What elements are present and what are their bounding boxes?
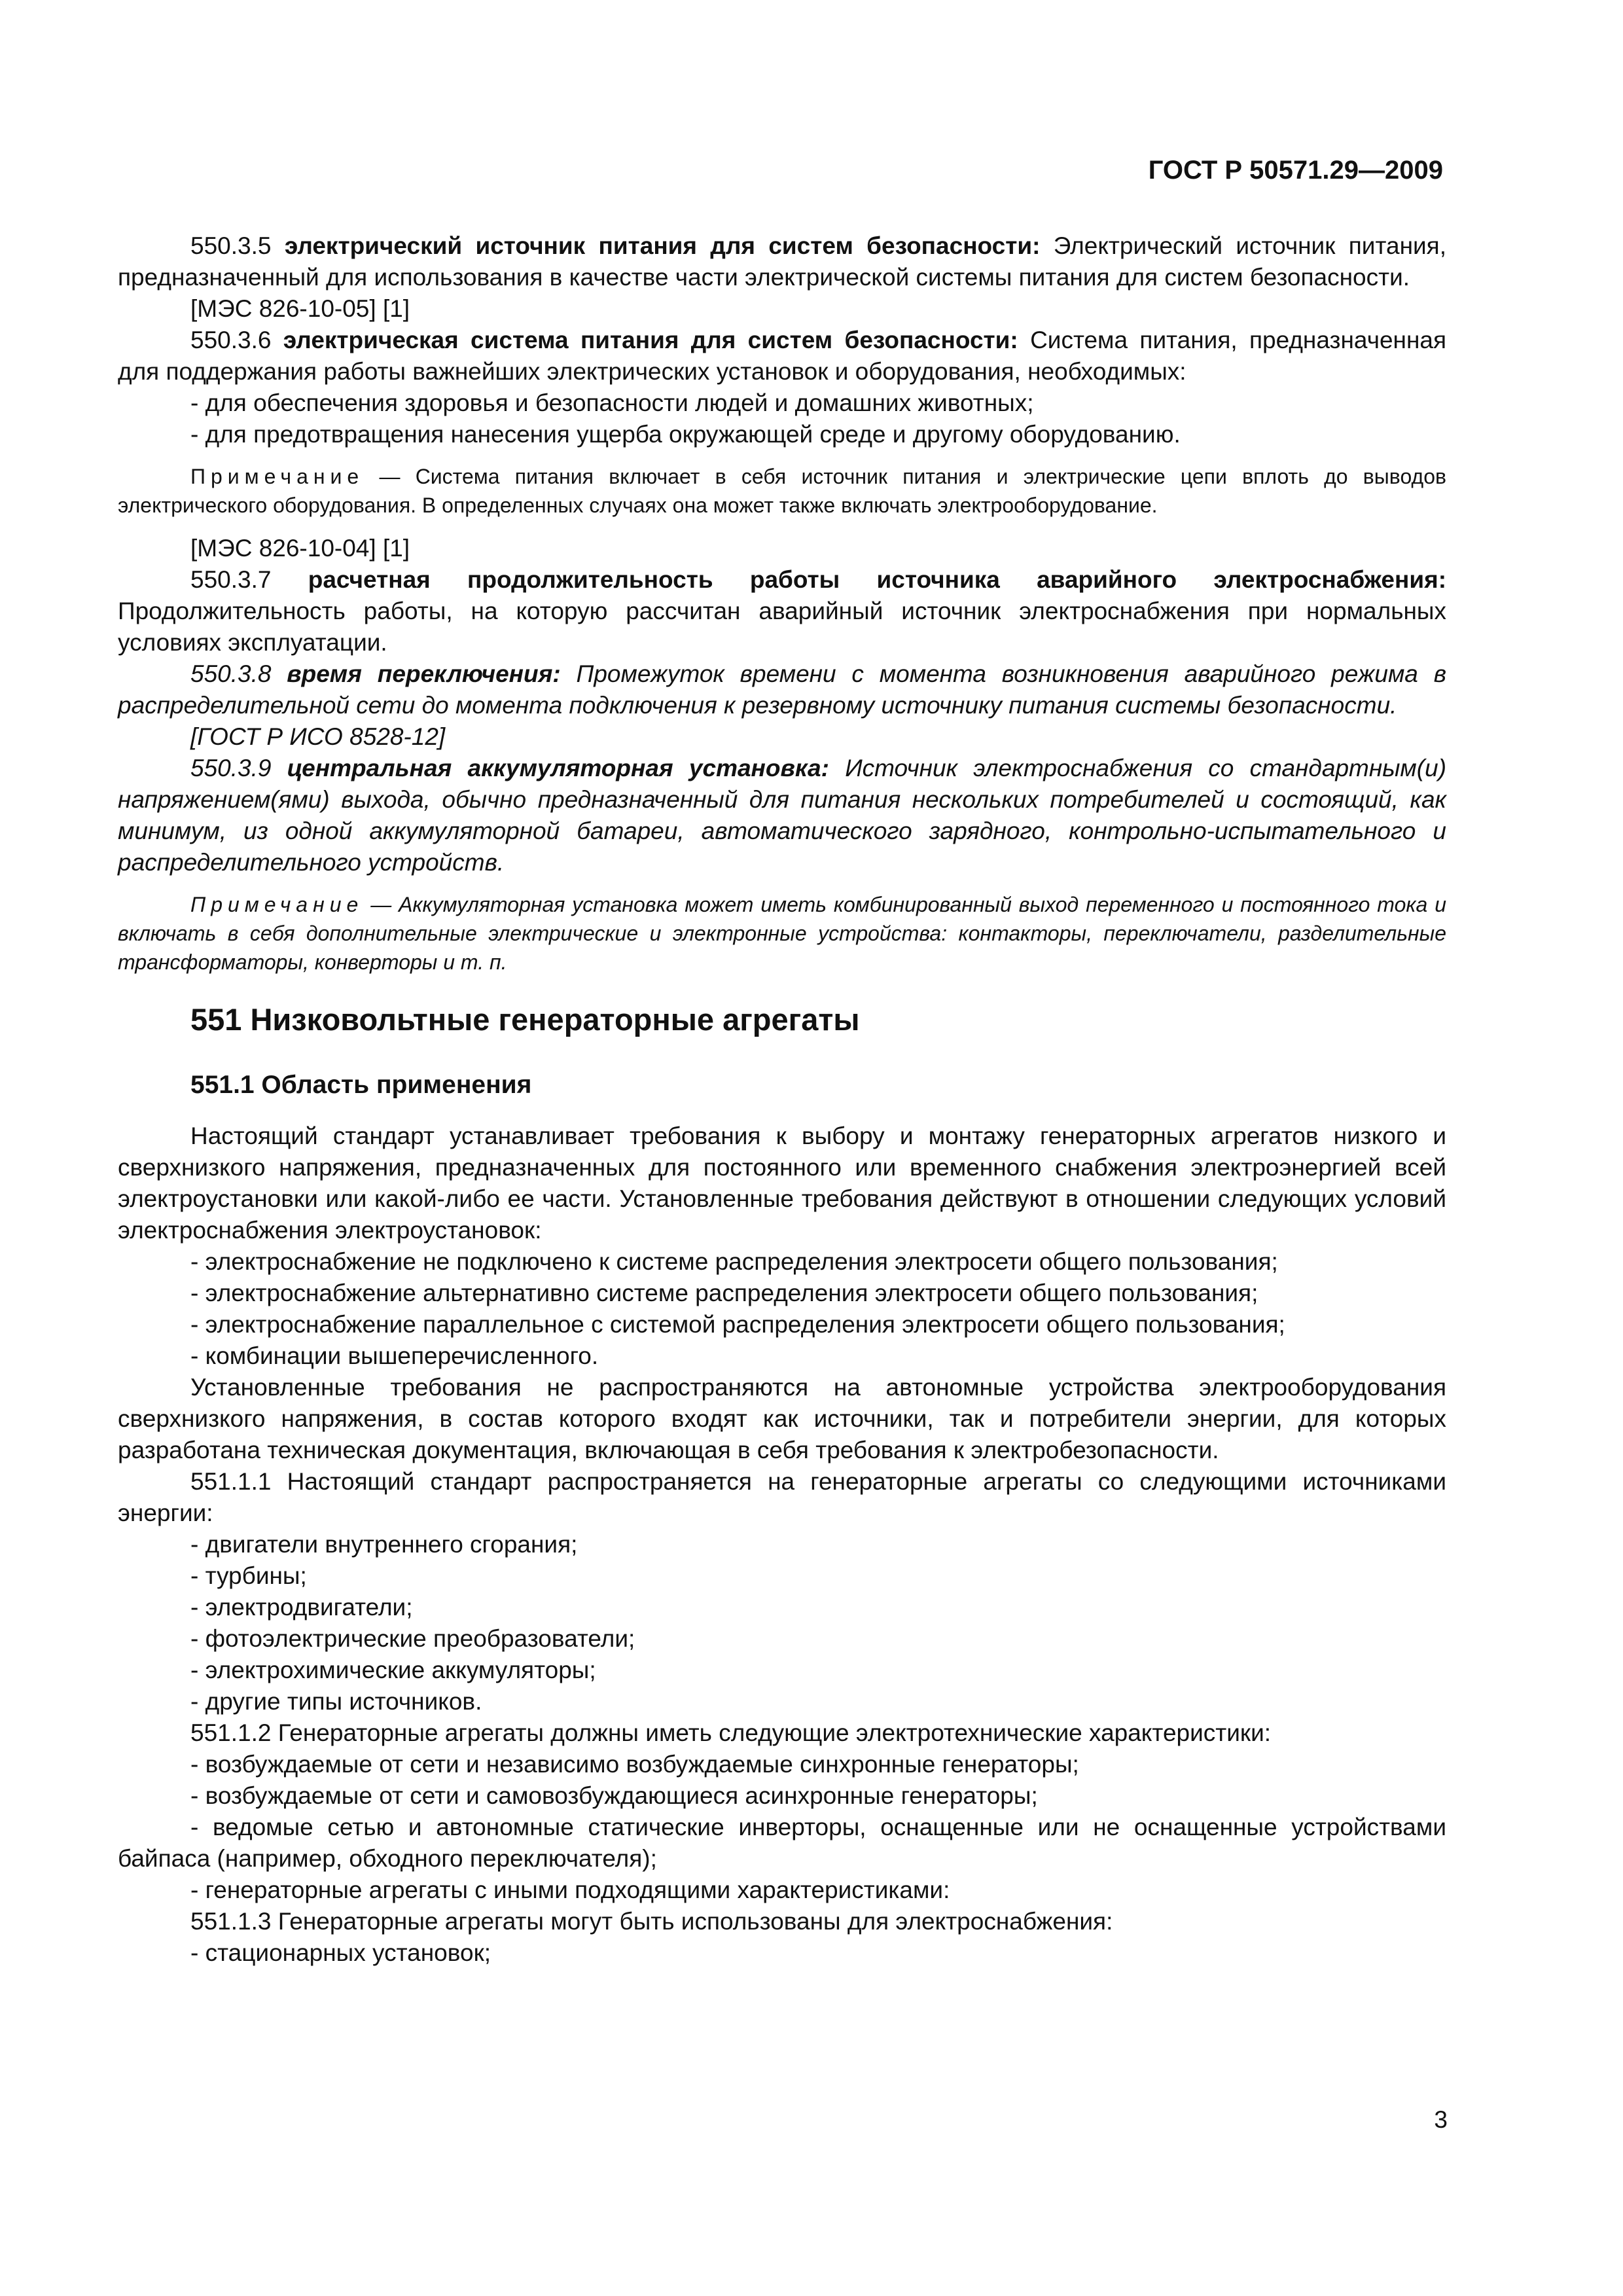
- clause-551-1-3: 551.1.3 Генераторные агрегаты могут быть использованы для электроснабжения:: [190, 1908, 1113, 1935]
- note-label: Примечание: [190, 893, 364, 916]
- note: [118, 890, 1446, 977]
- list-item: - электроснабжение не подключено к системе распределения электросети общего пользования;: [190, 1248, 1278, 1275]
- list-item: - для обеспечения здоровья и безопасности людей и домашних животных;: [190, 389, 1034, 416]
- list-item: - для предотвращения нанесения ущерба окружающей среде и другому оборудованию.: [190, 421, 1181, 448]
- term-definition: Система питания, предназначенная для поддержания работы важнейших электрических установок и оборудования, необходимых:: [118, 327, 1447, 385]
- term: центральная аккумуляторная установка:: [287, 755, 829, 781]
- paragraph: Установленные требования не распространяются на автономные устройства электрооборудования сверхнизкого напряжения, в состав которого входят как источники, так и потребители энергии, для которых разработана техническая документация, включающая в себя требования к электробезопасности.: [118, 1374, 1446, 1463]
- definition-550-3-5: [118, 230, 1446, 293]
- list-item: - электродвигатели;: [190, 1594, 413, 1621]
- clause-number: 550.3.9: [190, 755, 272, 781]
- list-item: - генераторные агрегаты с иными подходящими характеристиками:: [190, 1876, 950, 1903]
- list-item: - двигатели внутреннего сгорания;: [190, 1531, 578, 1558]
- term: расчетная продолжительность работы источника аварийного электроснабжения:: [308, 566, 1447, 593]
- list-item: - возбуждаемые от сети и независимо возбуждаемые синхронные генераторы;: [190, 1751, 1079, 1778]
- definition-550-3-9: [118, 753, 1446, 878]
- section-heading-551: 551 Низковольтные генераторные агрегаты: [190, 1002, 860, 1037]
- clause-number: 550.3.8: [190, 660, 272, 687]
- subsection-heading-551-1: 551.1 Область применения: [190, 1071, 532, 1099]
- document-body: [118, 230, 1446, 1969]
- clause-551-1-1: 551.1.1 Настоящий стандарт распространяется на генераторные агрегаты со следующими источниками энергии:: [118, 1468, 1446, 1526]
- term: электрический источник питания для систем безопасности:: [284, 232, 1041, 259]
- term-definition: Электрический источник питания, предназначенный для использования в качестве части электрической системы питания для систем безопасности.: [118, 232, 1446, 291]
- reference: [ГОСТ Р ИСО 8528-12]: [190, 723, 446, 750]
- clause-number: 550.3.7: [190, 566, 272, 593]
- clause-number: 550.3.6: [190, 327, 272, 353]
- note: [118, 462, 1446, 520]
- note-text: — Система питания включает в себя источник питания и электрические цепи вплоть до выводов электрического оборудования. В определенных случаях она может также включать электрооборудование.: [118, 465, 1446, 517]
- clause-number: 550.3.5: [190, 232, 272, 259]
- list-item: - электроснабжение параллельное с системой распределения электросети общего пользования;: [190, 1311, 1285, 1338]
- list-item: - электрохимические аккумуляторы;: [190, 1657, 596, 1683]
- term-definition: Промежуток времени с момента возникновения аварийного режима в распределительной сети до момента подключения к резервному источнику питания системы безопасности.: [118, 660, 1447, 719]
- reference: [МЭС 826-10-05] [1]: [190, 295, 410, 322]
- note-label: Примечание: [190, 465, 365, 488]
- term-definition: Продолжительность работы, на которую рассчитан аварийный источник электроснабжения при нормальных условиях эксплуатации.: [118, 598, 1446, 656]
- term: время переключения:: [287, 660, 561, 687]
- document-header: ГОСТ Р 50571.29—2009: [1148, 156, 1443, 185]
- definition-550-3-6: [118, 325, 1446, 387]
- list-item: - комбинации вышеперечисленного.: [190, 1342, 599, 1369]
- list-item: - электроснабжение альтернативно системе распределения электросети общего пользования;: [190, 1280, 1258, 1306]
- list-item: - ведомые сетью и автономные статические инверторы, оснащенные или не оснащенные устройствами байпаса (например, обходного переключателя);: [118, 1814, 1446, 1872]
- term: электрическая система питания для систем безопасности:: [283, 327, 1018, 353]
- page-number: 3: [1434, 2106, 1448, 2133]
- definition-550-3-8: [118, 658, 1446, 721]
- paragraph: Настоящий стандарт устанавливает требования к выбору и монтажу генераторных агрегатов низкого и сверхнизкого напряжения, предназначенных для постоянного или временного снабжения электроэнергией всей электроустановки или какой-либо ее части. Установленные требования действуют в отношении следующих условий электроснабжения электроустановок:: [118, 1122, 1446, 1244]
- list-item: - другие типы источников.: [190, 1688, 482, 1715]
- definition-550-3-7: [118, 564, 1446, 658]
- clause-551-1-2: 551.1.2 Генераторные агрегаты должны иметь следующие электротехнические характеристики:: [190, 1719, 1272, 1746]
- reference: [МЭС 826-10-04] [1]: [190, 535, 410, 562]
- list-item: - турбины;: [190, 1562, 307, 1589]
- list-item: - стационарных установок;: [190, 1939, 491, 1966]
- list-item: - фотоэлектрические преобразователи;: [190, 1625, 635, 1652]
- note-text: — Аккумуляторная установка может иметь комбинированный выход переменного и постоянного тока и включать в себя дополнительные электрические и электронные устройства: контакторы, переключатели, разделительные трансформаторы, конверторы и т. п.: [118, 893, 1447, 974]
- term-definition: Источник электроснабжения со стандартным(и) напряжением(ями) выхода, обычно предназначенный для питания нескольких потребителей и состоящий, как минимум, из одной аккумуляторной батареи, автоматического зарядного, контрольно-испытательного и распределительного устройств.: [118, 755, 1447, 876]
- list-item: - возбуждаемые от сети и самовозбуждающиеся асинхронные генераторы;: [190, 1782, 1038, 1809]
